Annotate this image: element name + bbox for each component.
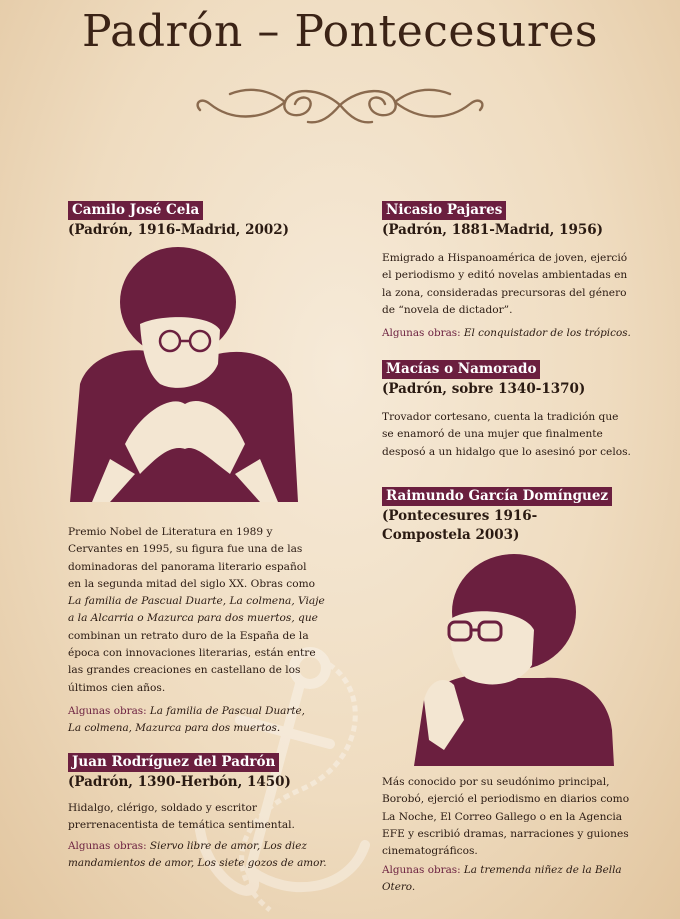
cela-portrait [70,244,298,502]
juan-dates: (Padrón, 1390-Herbón, 1450) [68,774,291,790]
cela-name: Camilo José Cela [68,201,203,220]
juan-name: Juan Rodríguez del Padrón [68,753,279,772]
nicasio-section [382,199,672,342]
raimundo-bio: Más conocido por su seudónimo principal, Borobó, ejerció el periodismo en diarios como La Noche, El Correo Gallego o en la Agencia EFE y escribió dramas, narraciones y guiones cinematográficos. [382,776,630,858]
nicasio-dates: (Padrón, 1881-Madrid, 1956) [382,222,604,238]
macias-name: Macías o Namorado [382,360,540,379]
raimundo-portrait [394,550,614,766]
raimundo-dates: (Pontecesures 1916- Compostela 2003) [382,508,538,543]
raimundo-text [382,774,672,896]
raimundo-obras: Algunas obras: La tremenda niñez de la Bella Otero. [382,864,622,894]
raimundo-name: Raimundo García Domínguez [382,487,612,506]
cela-text [68,514,368,737]
macias-dates: (Padrón, sobre 1340-1370) [382,381,586,397]
ornament-flourish [190,82,490,128]
macias-bio: Trovador cortesano, cuenta la tradición que se enamoró de una mujer que finalmente desposó a un hidalgo que lo asesinó por celos. [382,411,631,458]
nicasio-bio: Emigrado a Hispanoamérica de joven, ejerció el periodismo y editó novelas ambientadas en la zona, consideradas precursoras del género de “novela de dictador”. [382,252,628,316]
raimundo-header [382,485,672,545]
nicasio-name: Nicasio Pajares [382,201,506,220]
cela-obras: Algunas obras: La familia de Pascual Duarte, La colmena, Mazurca para dos muertos. [68,704,305,734]
macias-section [382,358,672,461]
juan-obras: Algunas obras: Siervo libre de amor, Los diez mandamientos de amor, Los siete gozos de amor. [68,839,327,869]
cela-dates: (Padrón, 1916-Madrid, 2002) [68,222,290,238]
cela-bio: Premio Nobel de Literatura en 1989 y Cervantes en 1995, su figura fue una de las dominadoras del panorama literario español en la segunda mitad del siglo XX. Obras como La familia de Pascual Duarte, La colmena, Viaje a la Alcarria o Mazurca para dos muertos, que combinan un retrato duro de la España de la época con innovaciones literarias, están entre las grandes creaciones en castellano de los últimos cien años. [68,526,325,694]
cela-header [68,199,318,240]
juan-bio: Hidalgo, clérigo, soldado y escritor prerrenacentista de temática sentimental. [68,802,295,832]
page-title: Padrón – Pontecesures [82,6,598,57]
juan-section [68,751,368,872]
nicasio-obras: Algunas obras: El conquistador de los trópicos. [382,327,631,340]
